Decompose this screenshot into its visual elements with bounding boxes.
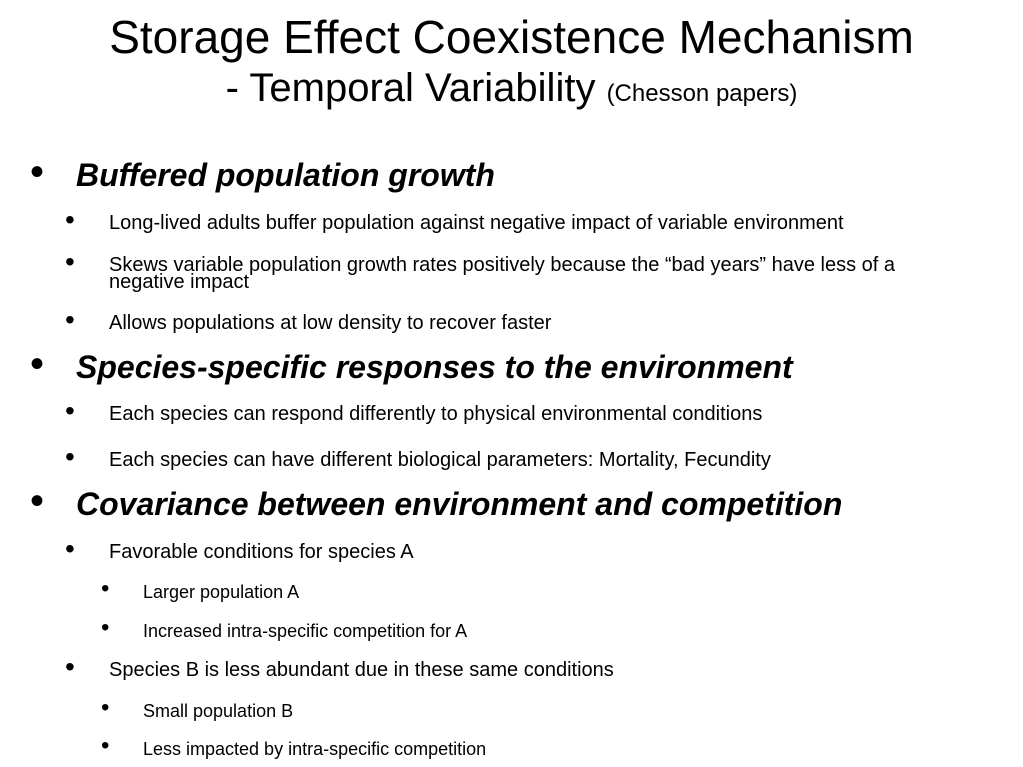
section-heading-text: Buffered population growth: [76, 157, 495, 193]
title-line-1: Storage Effect Coexistence Mechanism: [109, 11, 914, 63]
list-item-text: Favorable conditions for species A: [109, 541, 414, 563]
bullet: •: [101, 694, 110, 721]
sub-list-item-text: Increased intra-specific competition for A: [143, 621, 468, 641]
bullet: •: [65, 441, 75, 472]
list-item-text: Species B is less abundant due in these same conditions: [109, 659, 614, 681]
section-heading-text: Covariance between environment and competition: [76, 486, 843, 522]
sub-list-item-text: Larger population A: [143, 582, 300, 602]
title-citation: (Chesson papers): [606, 80, 798, 107]
list-item-text: Skews variable population growth rates positively because the “bad years” have less of a: [109, 254, 895, 276]
bullet: •: [30, 342, 45, 386]
bullet: •: [65, 304, 75, 335]
bullet: •: [65, 204, 75, 235]
list-item-text: negative impact: [109, 271, 250, 293]
section-heading-text: Species-specific responses to the environment: [76, 349, 793, 385]
sub-list-item-text: Small population B: [143, 701, 294, 721]
bullet: •: [101, 732, 110, 759]
list-item-text: Each species can have different biological parameters: Mortality, Fecundity: [109, 449, 771, 471]
bullet: •: [65, 533, 75, 564]
bullet: •: [65, 651, 75, 682]
bullet: •: [101, 614, 110, 641]
bullet: •: [30, 150, 45, 194]
bullet: •: [65, 395, 75, 426]
sub-list-item-text: Less impacted by intra-specific competition: [143, 739, 487, 759]
list-item-text: Long-lived adults buffer population against negative impact of variable environment: [109, 212, 844, 234]
bullet: •: [101, 575, 110, 602]
bullet: •: [30, 479, 45, 523]
bullet: •: [65, 246, 75, 277]
list-item-text: Each species can respond differently to physical environmental conditions: [109, 403, 763, 425]
title-subtitle: - Temporal Variability: [225, 66, 596, 110]
slide-title: [0, 10, 1023, 118]
list-item-text: Allows populations at low density to recover faster: [109, 312, 552, 334]
title-line-2: [0, 64, 1023, 118]
